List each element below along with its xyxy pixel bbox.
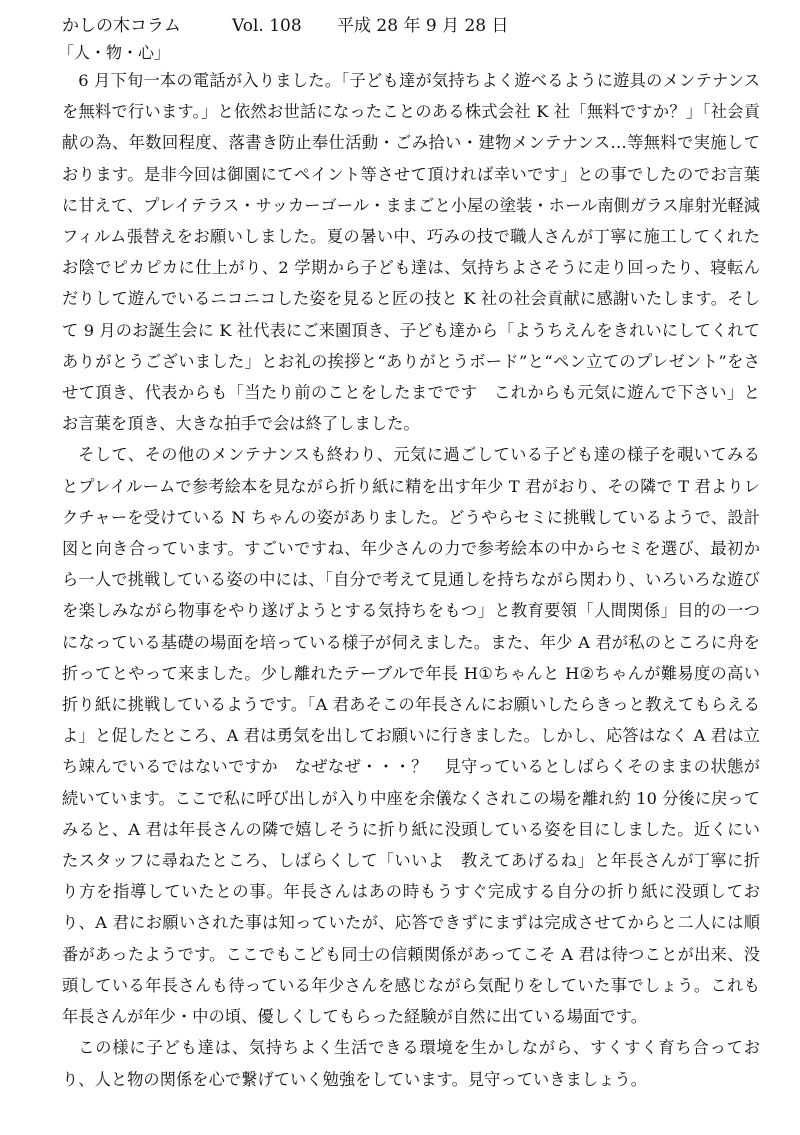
paragraph-3: この様に子ども達は、気持ちよく生活できる環境を生かしながら、すくすく育ち合っており、人と物の関係を心で繋げていく勉強をしています。見守っていきましょう。 <box>62 1038 760 1089</box>
column-title: かしの木コラム <box>62 16 181 36</box>
paragraph-1: 6 月下旬一本の電話が入りました。「子ども達が気持ちよく遊べるように遊具のメンテナンスを無料で行います。」と依然お世話になったことのある株式会社 K 社「無料ですか？」「社会貢献の為、年数回程度、落書き防止奉仕活動・ごみ拾い・建物メンテナンス…等無料で実施しております。是非今回は御園にてペイント等させて頂ければ幸いです」との事でしたのでお言葉に甘えて、プレイテラス・サッカーゴール・ままごと小屋の塗装・ホール南側ガラス扉射光軽減フィルム張替えをお願いしました。夏の暑い中、巧みの技で職人さんが丁寧に施工してくれたお陰でピカピカに仕上がり、2 学期から子ども達は、気持ちよさそうに走り回ったり、寝転んだりして遊んでいるニコニコした姿を見ると匠の技と K 社の社会貢献に感謝いたします。そして 9 月のお誕生会に K 社代表にご来園頂き、子ども達から「ようちえんをきれいにしてくれて ありがとうございました」とお礼の挨拶と“ありがとうボード”と“ペン立てのプレゼント”をさせて頂き、代表からも「当たり前のことをしたまでです これからも元気に遊んで下さい」とお言葉を頂き、大きな拍手で会は終了しました。 <box>62 71 777 434</box>
issue-date: 平成 28 年 9 月 28 日 <box>337 16 509 36</box>
column-subtitle: 「人・物・心」 <box>58 43 171 62</box>
column-header <box>62 14 760 38</box>
paragraph-2: そして、その他のメンテナンスも終わり、元気に過ごしている子ども達の様子を覗いてみるとプレイルームで参考絵本を見ながら折り紙に精を出す年少 T 君がおり、その隣で T 君よりレクチャーを受けている N ちゃんの姿がありました。どうやらセミに挑戦しているようで、設計図と向き合っています。すごいですね、年少さんの力で参考絵本の中からセミを選び、最初から一人で挑戦している姿の中には、「自分で考えて見通しを持ちながら関わり、いろいろな遊びを楽しみながら物事をやり遂げようとする気持ちをもつ」と教育要領「人間関係」目的の一つになっている基礎の場面を培っている様子が伺えました。また、年少 A 君が私のところに舟を折ってとやって来ました。少し離れたテーブルで年長 H①ちゃんと H②ちゃんが難易度の高い折り紙に挑戦しているようです。「A 君あそこの年長さんにお願いしたらきっと教えてもらえるよ」と促したところ、A 君は勇気を出してお願いに行きました。しかし、応答はなく A 君は立ち竦んでいるではないですか なぜなぜ・・・？ 見守っているとしばらくそのままの状態が続いています。ここで私に呼び出しが入り中座を余儀なくされこの場を離れ約 10 分後に戻ってみると、A 君は年長さんの隣で嬉しそうに折り紙に没頭している姿を目にしました。近くにいたスタッフに尋ねたところ、しばらくして「いいよ 教えてあげるね」と年長さんが丁寧に折り方を指導していたとの事。年長さんはあの時もうすぐ完成する自分の折り紙に没頭しており、A 君にお願いされた事は知っていたが、応答できずにまずは完成させてからと二人には順番があったようです。ここでもこども同士の信頼関係があってこそ A 君は待つことが出来、没頭している年長さんも待っている年少さんを感じながら気配りをしていた事でしょう。これも年長さんが年少・中の頃、優しくしてもらった経験が自然に出ている場面です。 <box>62 445 760 1027</box>
volume-number: Vol. 108 <box>232 16 302 36</box>
